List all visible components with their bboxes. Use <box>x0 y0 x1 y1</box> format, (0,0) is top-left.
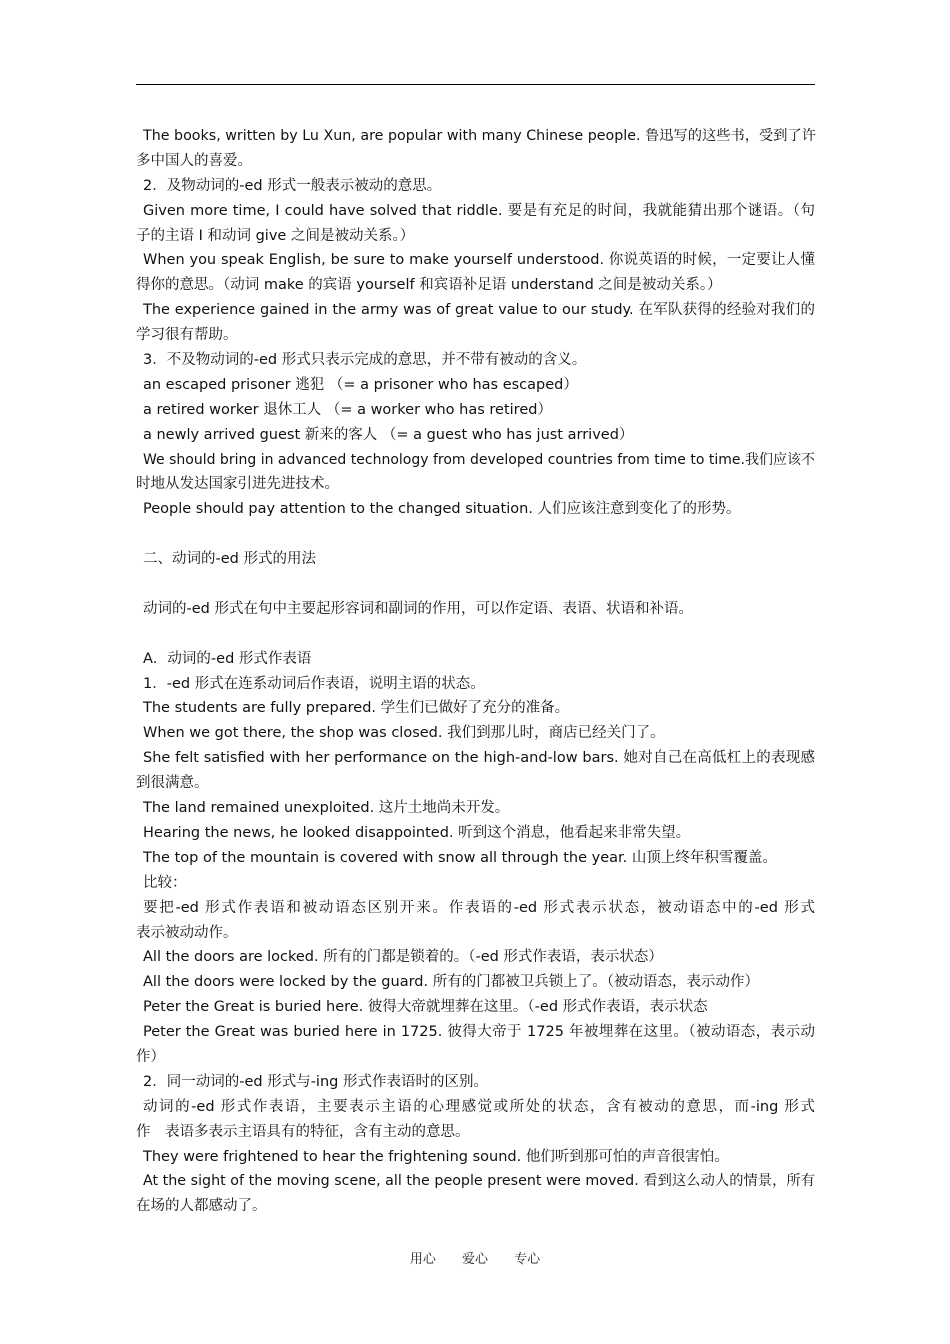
subsection-heading: A．动词的-ed 形式作表语 <box>143 650 312 667</box>
paragraph-line: When we got there, the shop was closed. 我们到那儿时，商店已经关门了。 <box>143 725 665 742</box>
paragraph-line: 在场的人都感动了。 <box>136 1198 267 1215</box>
blank-line <box>136 522 815 547</box>
blank-line <box>136 622 815 647</box>
paragraph-line: 1．-ed 形式在连系动词后作表语，说明主语的状态。 <box>143 675 485 692</box>
paragraph-line: 多中国人的喜爱。 <box>136 152 252 169</box>
paragraph-line: At the sight of the moving scene, all the people present were moved. 看到这么动人的情景，所有 <box>143 1173 815 1190</box>
paragraph-line: 动词的-ed 形式作表语，主要表示主语的心理感觉或所处的状态，含有被动的意思，而-ing 形式 <box>143 1098 815 1115</box>
section-heading: 二、动词的-ed 形式的用法 <box>143 551 316 568</box>
paragraph-line: Peter the Great is buried here. 彼得大帝就埋葬在这里。（-ed 形式作表语，表示状态 <box>143 999 708 1016</box>
paragraph-line: 比较： <box>143 874 187 891</box>
paragraph-line: 作） <box>136 1048 165 1065</box>
paragraph-line: When you speak English, be sure to make yourself understood. 你说英语的时候，一定要让人懂 <box>143 252 815 269</box>
paragraph-line: The land remained unexploited. 这片土地尚未开发。 <box>143 800 510 817</box>
paragraph-line: 2．同一动词的-ed 形式与-ing 形式作表语时的区别。 <box>143 1073 488 1090</box>
paragraph-line: Peter the Great was buried here in 1725. 彼得大帝于 1725 年被埋葬在这里。（被动语态，表示动 <box>143 1024 815 1041</box>
blank-line <box>136 572 815 597</box>
paragraph-line: The top of the mountain is covered with snow all through the year. 山顶上终年积雪覆盖。 <box>143 849 777 866</box>
paragraph-line: The books, written by Lu Xun, are popular with many Chinese people. 鲁迅写的这些书，受到了许 <box>143 128 817 144</box>
paragraph-line: 到很满意。 <box>136 775 209 792</box>
paragraph-line: She felt satisfied with her performance on the high-and-low bars. 她对自己在高低杠上的表现感 <box>143 750 815 767</box>
document-body <box>136 124 815 1219</box>
paragraph-line: 表示被动动作。 <box>136 924 238 941</box>
paragraph-line: Hearing the news, he looked disappointed. 听到这个消息，他看起来非常失望。 <box>143 824 691 841</box>
paragraph-line: a newly arrived guest 新来的客人 （= a guest who has just arrived） <box>143 426 634 443</box>
paragraph-line: They were frightened to hear the frightening sound. 他们听到那可怕的声音很害怕。 <box>143 1148 729 1165</box>
paragraph-line: People should pay attention to the changed situation. 人们应该注意到变化了的形势。 <box>143 501 741 518</box>
paragraph-line: 子的主语 I 和动词 give 之间是被动关系。） <box>136 227 415 244</box>
paragraph-line: Given more time, I could have solved that riddle. 要是有充足的时间，我就能猜出那个谜语。（句 <box>143 202 815 219</box>
paragraph-line: We should bring in advanced technology from developed countries from time to time.我们应该不 <box>143 451 815 468</box>
page-footer: 用心 爱心 专心 <box>409 1252 541 1267</box>
paragraph-line: The students are fully prepared. 学生们已做好了充分的准备。 <box>143 700 570 717</box>
paragraph-line: a retired worker 退休工人 （= a worker who has retired） <box>143 401 552 418</box>
paragraph-line: 作 表语多表示主语具有的特征，含有主动的意思。 <box>136 1123 470 1140</box>
paragraph-line: 2．及物动词的-ed 形式一般表示被动的意思。 <box>143 177 442 194</box>
paragraph-line: The experience gained in the army was of great value to our study. 在军队获得的经验对我们的 <box>143 302 815 319</box>
paragraph-line: All the doors are locked. 所有的门都是锁着的。（-ed 形式作表语，表示状态） <box>143 949 663 966</box>
paragraph-line: an escaped prisoner 逃犯 （= a prisoner who has escaped） <box>143 376 578 393</box>
paragraph-line: 时地从发达国家引进先进技术。 <box>136 476 339 493</box>
paragraph-line: 学习很有帮助。 <box>136 327 238 344</box>
paragraph-line: All the doors were locked by the guard. 所有的门都被卫兵锁上了。（被动语态，表示动作） <box>143 974 759 991</box>
paragraph-line: 得你的意思。（动词 make 的宾语 yourself 和宾语补足语 understand 之间是被动关系。） <box>136 277 722 294</box>
paragraph-line: 要把-ed 形式作表语和被动语态区别开来。作表语的-ed 形式表示状态，被动语态中的-ed 形式 <box>143 899 815 916</box>
paragraph-line: 3．不及物动词的-ed 形式只表示完成的意思，并不带有被动的含义。 <box>143 352 587 369</box>
paragraph-line: 动词的-ed 形式在句中主要起形容词和副词的作用，可以作定语、表语、状语和补语。 <box>143 600 693 617</box>
header-rule <box>136 84 815 85</box>
